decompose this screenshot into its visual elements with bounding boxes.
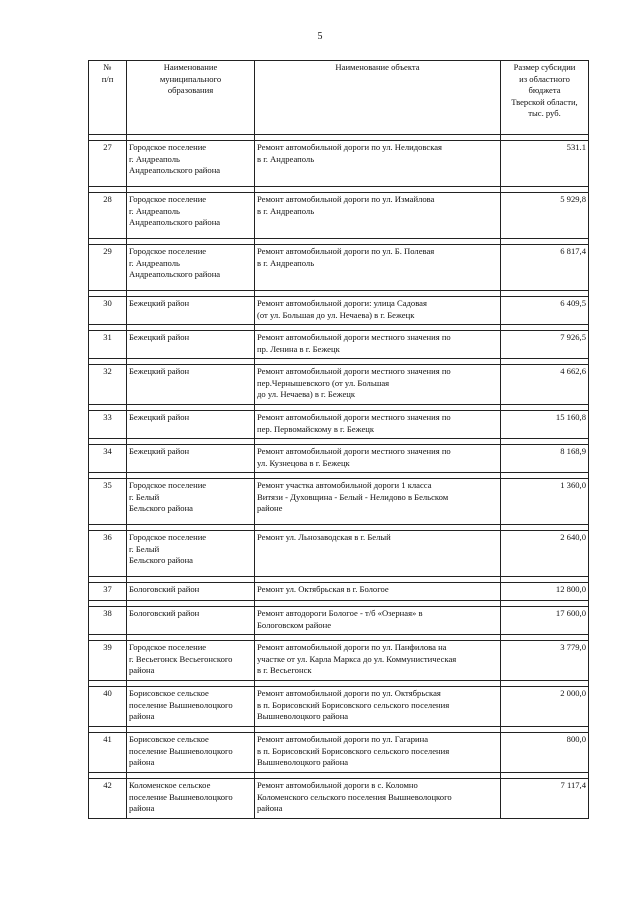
table-row [89,641,589,681]
row-number: 35 [89,479,127,525]
table-row [89,331,589,359]
table-row [89,445,589,473]
table-row [89,365,589,405]
row-amount: 3 779,0 [501,641,589,681]
table-row [89,733,589,773]
row-object: Ремонт автомобильной дороги по ул. Панфилова на участке от ул. Карла Маркса до ул. Коммунистическая в г. Весьегонск [255,641,501,681]
row-municipality: Бежецкий район [127,297,255,325]
table-row [89,411,589,439]
row-number: 29 [89,245,127,291]
page-number: 5 [317,31,323,42]
table-row [89,687,589,727]
table-row [89,531,589,577]
row-amount: 1 360,0 [501,479,589,525]
row-number: 36 [89,531,127,577]
row-municipality: Бежецкий район [127,411,255,439]
row-number: 33 [89,411,127,439]
row-object: Ремонт автомобильной дороги местного значения по пр. Ленина в г. Бежецк [255,331,501,359]
row-object: Ремонт автомобильной дороги в с. Коломно Коломенского сельского поселения Вышневолоцкого района [255,779,501,819]
row-amount: 2 640,0 [501,531,589,577]
row-municipality: Городское поселение г. Андреаполь Андреапольского района [127,245,255,291]
row-amount: 7 926,5 [501,331,589,359]
row-municipality: Бежецкий район [127,365,255,405]
row-number: 40 [89,687,127,727]
row-number: 28 [89,193,127,239]
table-row [89,607,589,635]
row-municipality: Борисовское сельское поселение Вышневолоцкого района [127,687,255,727]
row-object: Ремонт автомобильной дороги: улица Садовая (от ул. Большая до ул. Нечаева) в г. Бежецк [255,297,501,325]
row-amount: 7 117,4 [501,779,589,819]
table-row [89,479,589,525]
row-object: Ремонт автомобильной дороги местного значения по пер.Чернышевского (от ул. Большая до ул. Нечаева) в г. Бежецк [255,365,501,405]
row-municipality: Бежецкий район [127,331,255,359]
table-row [89,141,589,187]
row-amount: 15 160,8 [501,411,589,439]
row-object: Ремонт ул. Октябрьская в г. Бологое [255,583,501,601]
row-municipality: Городское поселение г. Андреаполь Андреапольского района [127,193,255,239]
row-amount: 2 000,0 [501,687,589,727]
row-object: Ремонт автомобильной дороги местного значения по ул. Кузнецова в г. Бежецк [255,445,501,473]
row-object: Ремонт автодороги Бологое - т/б «Озерная» в Бологовском районе [255,607,501,635]
header-number: № п/п [89,61,127,135]
subsidy-table [88,60,589,819]
row-amount: 5 929,8 [501,193,589,239]
table-row [89,779,589,819]
table-row [89,297,589,325]
row-object: Ремонт автомобильной дороги по ул. Б. Полевая в г. Андреаполь [255,245,501,291]
row-municipality: Городское поселение г. Белый Бельского района [127,479,255,525]
row-municipality: Бологовский район [127,607,255,635]
row-object: Ремонт ул. Льнозаводская в г. Белый [255,531,501,577]
row-number: 27 [89,141,127,187]
row-number: 42 [89,779,127,819]
row-number: 38 [89,607,127,635]
row-number: 30 [89,297,127,325]
row-municipality: Бежецкий район [127,445,255,473]
row-number: 39 [89,641,127,681]
table-header [89,61,589,135]
row-municipality: Борисовское сельское поселение Вышневолоцкого района [127,733,255,773]
header-object: Наименование объекта [255,61,501,135]
header-municipality: Наименование муниципального образования [127,61,255,135]
row-object: Ремонт автомобильной дороги по ул. Измайлова в г. Андреаполь [255,193,501,239]
row-amount: 12 800,0 [501,583,589,601]
row-amount: 8 168,9 [501,445,589,473]
row-amount: 6 817,4 [501,245,589,291]
row-municipality: Бологовский район [127,583,255,601]
row-number: 37 [89,583,127,601]
row-amount: 531.1 [501,141,589,187]
row-municipality: Городское поселение г. Весьегонск Весьегонского района [127,641,255,681]
table-row [89,245,589,291]
row-municipality: Городское поселение г. Белый Бельского района [127,531,255,577]
header-subsidy: Размер субсидии из областного бюджета Тверской области, тыс. руб. [501,61,589,135]
row-municipality: Городское поселение г. Андреаполь Андреапольского района [127,141,255,187]
row-object: Ремонт участка автомобильной дороги 1 класса Витязи - Духовщина - Белый - Нелидово в Бельском районе [255,479,501,525]
row-amount: 17 600,0 [501,607,589,635]
row-number: 32 [89,365,127,405]
row-amount: 800,0 [501,733,589,773]
row-object: Ремонт автомобильной дороги местного значения по пер. Первомайскому в г. Бежецк [255,411,501,439]
row-object: Ремонт автомобильной дороги по ул. Нелидовская в г. Андреаполь [255,141,501,187]
row-object: Ремонт автомобильной дороги по ул. Октябрьская в п. Борисовский Борисовского сельского поселения Вышневолоцкого района [255,687,501,727]
row-amount: 6 409,5 [501,297,589,325]
row-object: Ремонт автомобильной дороги по ул. Гагарина в п. Борисовский Борисовского сельского поселения Вышневолоцкого района [255,733,501,773]
row-number: 41 [89,733,127,773]
row-amount: 4 662,6 [501,365,589,405]
row-number: 31 [89,331,127,359]
table-body [89,135,589,819]
row-number: 34 [89,445,127,473]
table-row [89,193,589,239]
table-row [89,583,589,601]
row-municipality: Коломенское сельское поселение Вышневолоцкого района [127,779,255,819]
